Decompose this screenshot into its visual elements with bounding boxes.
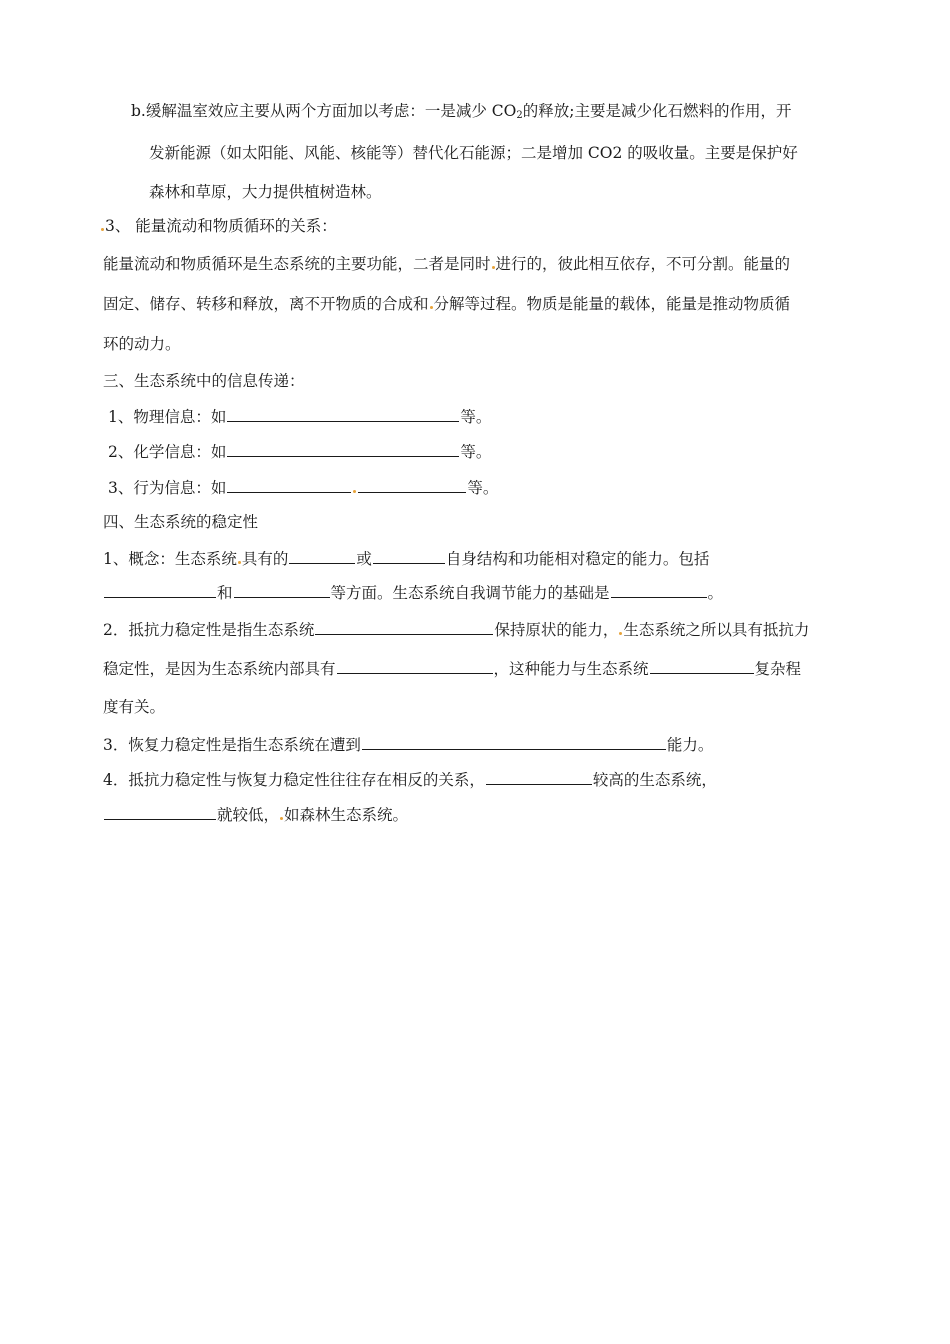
- text: 。: [707, 584, 724, 602]
- text: 保持原状的能力，: [494, 621, 619, 639]
- text: 三、生态系统中的信息传递：: [103, 372, 305, 390]
- answer-blank[interactable]: [227, 441, 459, 457]
- answer-blank[interactable]: [104, 804, 216, 820]
- text: ，这种能力与生态系统: [493, 660, 649, 678]
- text: 度有关。: [103, 698, 166, 716]
- marker-dot: [492, 266, 495, 269]
- text: 或: [356, 550, 372, 568]
- text: 等。: [460, 408, 492, 426]
- text: 复杂程: [754, 660, 802, 678]
- item-3-line-3: [103, 334, 852, 354]
- answer-blank[interactable]: [289, 548, 355, 564]
- text: 较高的生态系统，: [592, 771, 717, 789]
- marker-dot: [238, 561, 241, 564]
- answer-blank[interactable]: [358, 477, 466, 493]
- text: 4．抵抗力稳定性与恢复力稳定性往往存在相反的关系，: [103, 771, 485, 789]
- marker-dot: [101, 228, 104, 231]
- answer-blank[interactable]: [611, 582, 707, 598]
- section-b-line-3: [149, 182, 852, 202]
- answer-blank[interactable]: [650, 658, 754, 674]
- marker-dot: [353, 490, 356, 493]
- text: 自身结构和功能相对稳定的能力。包括: [445, 550, 710, 568]
- text: 能量流动和物质循环是生态系统的主要功能，二者是同时: [103, 255, 491, 273]
- text: 能力。: [666, 736, 714, 754]
- text: 2、化学信息：如: [108, 443, 227, 461]
- answer-blank[interactable]: [337, 658, 493, 674]
- answer-blank[interactable]: [362, 734, 666, 750]
- item-3-line-1: [103, 254, 852, 274]
- answer-blank[interactable]: [104, 582, 216, 598]
- q4-line-2: [103, 804, 852, 824]
- answer-blank[interactable]: [234, 582, 330, 598]
- answer-blank[interactable]: [227, 406, 459, 422]
- text: 发新能源（如太阳能、风能、核能等）替代化石能源；二是增加 CO2 的吸收量。主要是保护好: [149, 144, 798, 162]
- q2-line-3: [103, 697, 852, 717]
- q2-line-1: [103, 619, 852, 639]
- text: 3、行为信息：如: [108, 479, 227, 497]
- section-3-item-1: [108, 406, 852, 426]
- text: 固定、储存、转移和释放，离不开物质的合成和: [103, 295, 429, 313]
- text: 等。: [467, 479, 499, 497]
- co2-subscript: 2: [516, 110, 523, 121]
- marker-dot: [280, 817, 283, 820]
- text: 的释放;主要是减少化石燃料的作用，开: [522, 102, 792, 120]
- item-3-line-2: [103, 294, 852, 314]
- section-b-line-2: [149, 143, 852, 163]
- answer-blank[interactable]: [486, 769, 592, 785]
- section-3-item-3: [108, 477, 852, 497]
- text: b.缓解温室效应主要从两个方面加以考虑：一是减少 CO: [131, 102, 517, 120]
- text: 等。: [460, 443, 492, 461]
- text: 3．恢复力稳定性是指生态系统在遭到: [103, 736, 361, 754]
- text: 就较低，: [217, 806, 280, 824]
- text: 进行的，彼此相互依存，不可分割。能量的: [495, 255, 791, 273]
- text: 具有的: [241, 550, 289, 568]
- text: 生态系统之所以具有抵抗力: [623, 621, 810, 639]
- section-3-title: [103, 371, 852, 391]
- item-3-heading: [100, 216, 852, 236]
- section-4-title: [103, 512, 852, 532]
- text: 稳定性，是因为生态系统内部具有: [103, 660, 336, 678]
- marker-dot: [619, 632, 622, 635]
- section-b-line-1: [131, 101, 852, 121]
- marker-dot: [430, 306, 433, 309]
- answer-blank[interactable]: [373, 548, 445, 564]
- text: 3、 能量流动和物质循环的关系：: [105, 217, 337, 235]
- q4-line-1: [103, 769, 852, 789]
- q3-line-1: [103, 734, 852, 754]
- answer-blank[interactable]: [227, 477, 351, 493]
- section-3-item-2: [108, 441, 852, 461]
- text: 2．抵抗力稳定性是指生态系统: [103, 621, 315, 639]
- text: 和: [217, 584, 233, 602]
- text: 森林和草原，大力提供植树造林。: [149, 183, 382, 201]
- text: 四、生态系统的稳定性: [103, 513, 259, 531]
- text: 环的动力。: [103, 335, 181, 353]
- text: 1、物理信息：如: [108, 408, 227, 426]
- text: 1、概念：生态系统: [103, 550, 237, 568]
- q2-line-2: [103, 658, 852, 678]
- text: 分解等过程。物质是能量的载体，能量是推动物质循: [433, 295, 791, 313]
- q1-line-1: [103, 548, 852, 568]
- answer-blank[interactable]: [315, 619, 493, 635]
- text: 等方面。生态系统自我调节能力的基础是: [330, 584, 610, 602]
- text: 如森林生态系统。: [284, 806, 409, 824]
- q1-line-2: [103, 582, 852, 602]
